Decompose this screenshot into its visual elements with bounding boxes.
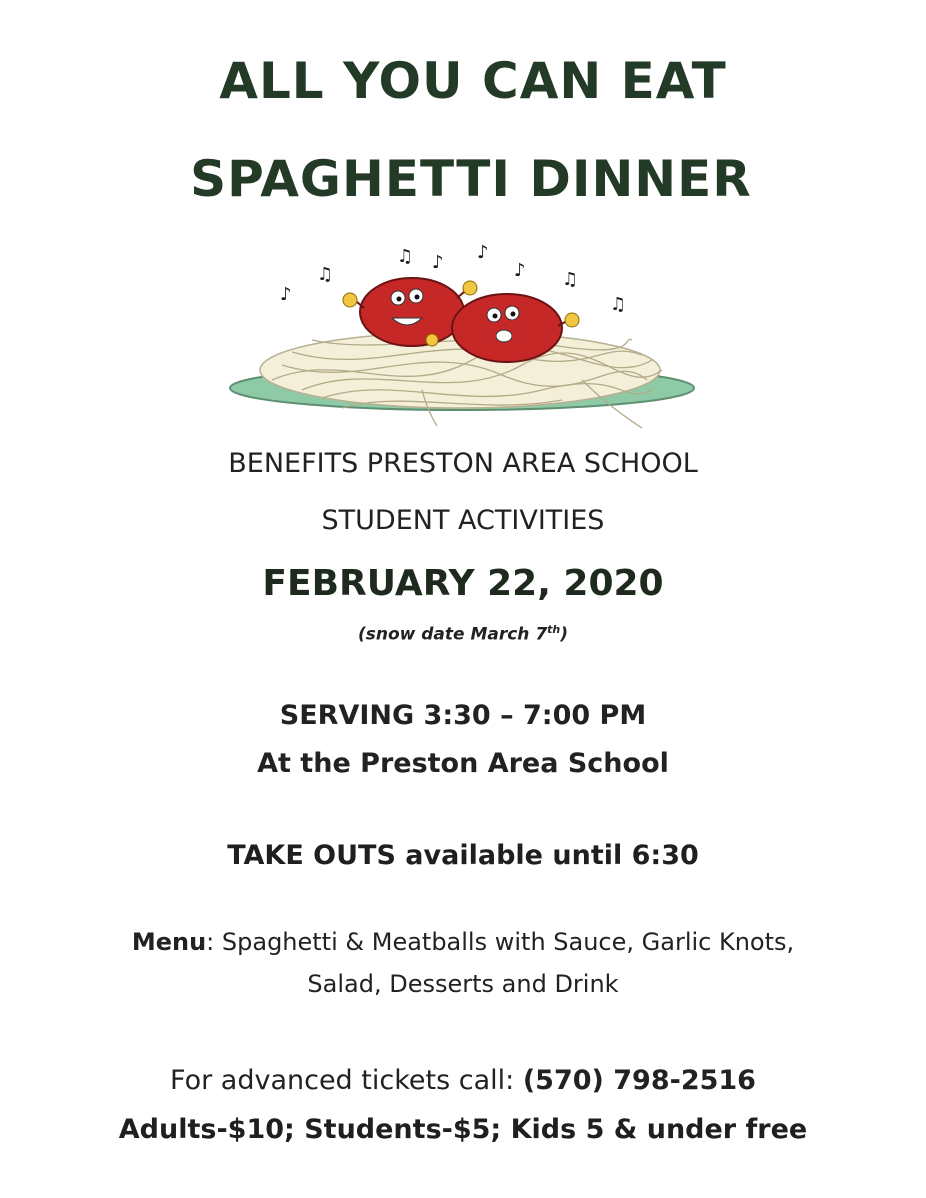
- event-location: At the Preston Area School: [257, 748, 669, 779]
- menu-label: Menu: [131, 928, 207, 956]
- snow-date: [0, 623, 926, 645]
- tickets-text: For advanced tickets call:: [170, 1065, 523, 1096]
- ticket-prices: Adults-$10; Students-$5; Kids 5 & under free: [118, 1114, 808, 1145]
- benefits-line-2: STUDENT ACTIVITIES: [321, 505, 605, 536]
- event-date: FEBRUARY 22, 2020: [262, 563, 664, 604]
- svg-text:♪: ♪: [280, 284, 292, 305]
- menu-line-2: Salad, Desserts and Drink: [307, 970, 619, 998]
- benefits-line-1: BENEFITS PRESTON AREA SCHOOL: [228, 448, 698, 479]
- snow-date-sup: th: [547, 623, 561, 636]
- menu-items-1: : Spaghetti & Meatballs with Sauce, Garlic Knots,: [206, 928, 795, 956]
- singing-meatballs-spaghetti-plate-icon: [222, 240, 702, 430]
- snow-date-suffix: ): [560, 624, 569, 645]
- svg-text:♪: ♪: [477, 242, 489, 263]
- title-line-2: SPAGHETTI DINNER: [190, 150, 752, 208]
- svg-text:♫: ♫: [610, 294, 627, 315]
- tickets-line: [0, 1065, 926, 1096]
- svg-text:♪: ♪: [432, 252, 444, 273]
- svg-text:♫: ♫: [317, 264, 334, 285]
- tickets-phone: (570) 798-2516: [522, 1065, 756, 1096]
- title-line-1: ALL YOU CAN EAT: [219, 52, 727, 110]
- svg-text:♪: ♪: [514, 260, 526, 281]
- menu-line-1: [0, 928, 926, 956]
- svg-text:♫: ♫: [397, 246, 414, 267]
- takeouts-info: TAKE OUTS available until 6:30: [227, 840, 699, 871]
- snow-date-prefix: (snow date March 7: [357, 624, 548, 645]
- serving-hours: SERVING 3:30 – 7:00 PM: [279, 700, 647, 731]
- svg-text:♫: ♫: [562, 269, 579, 290]
